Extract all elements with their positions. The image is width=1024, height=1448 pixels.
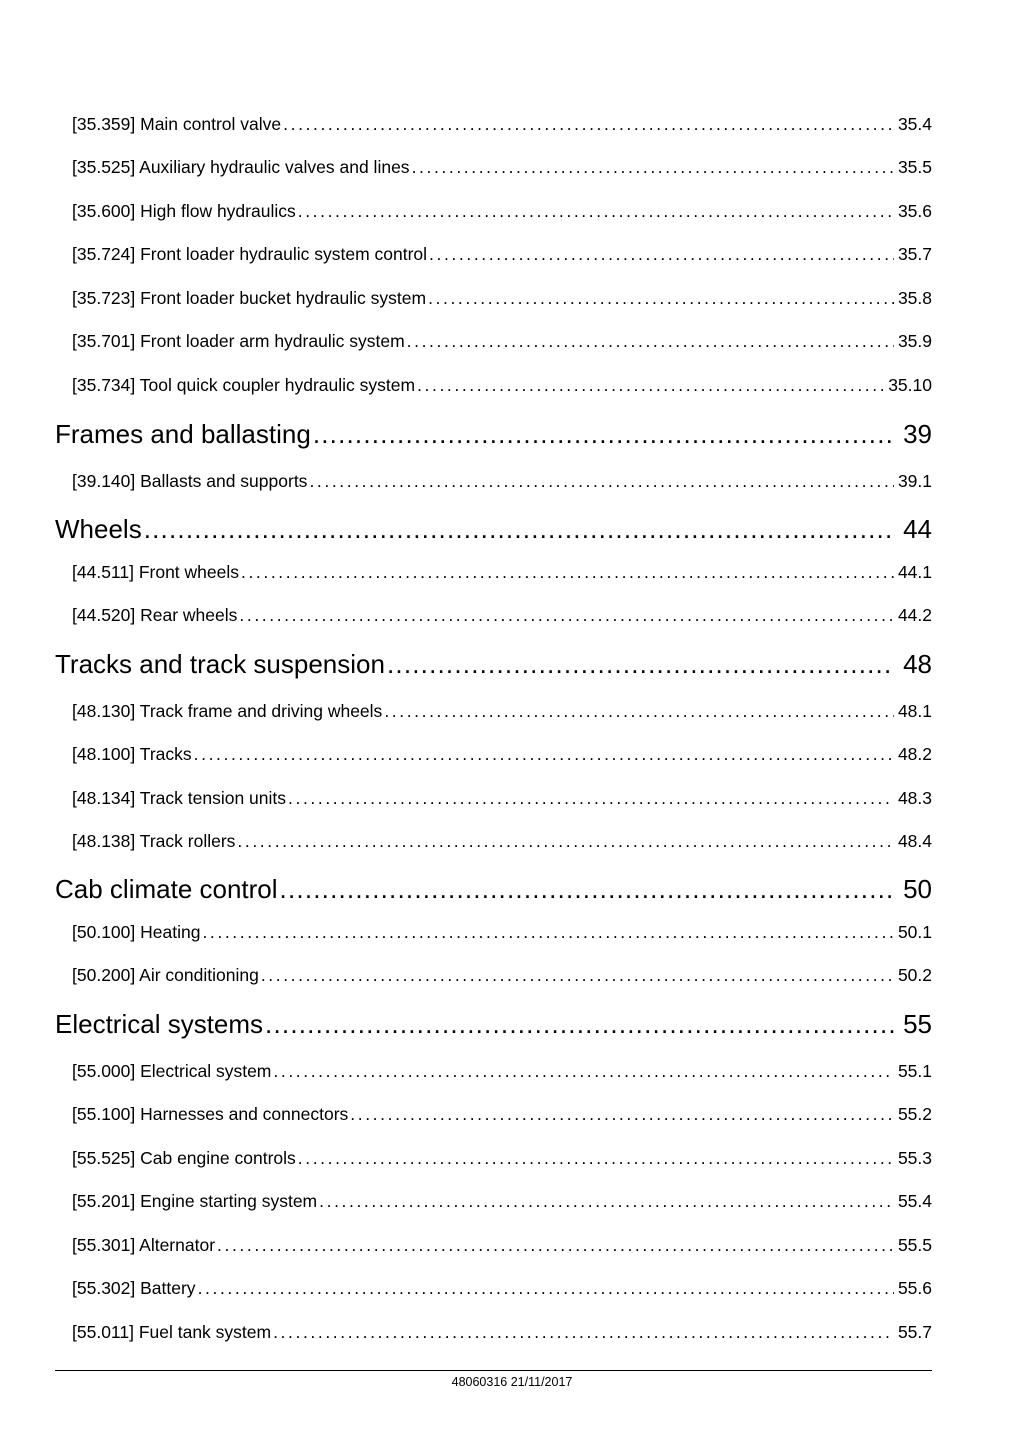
toc-entry-label: [48.130] Track frame and driving wheels (72, 701, 383, 721)
toc-section-page: 55 (903, 1009, 932, 1039)
toc-section-wheels[interactable] (55, 513, 932, 545)
toc-entry-page: 35.7 (897, 244, 932, 264)
toc-entry-label: [55.201] Engine starting system (72, 1191, 318, 1211)
toc-entry-page: 55.7 (897, 1322, 932, 1342)
toc-entry-44-520[interactable] (72, 604, 932, 626)
toc-section-tracks-and-track-suspension[interactable] (55, 648, 932, 680)
toc-entry-label: [48.138] Track rollers (72, 831, 236, 851)
toc-entry-55-201[interactable] (72, 1190, 932, 1212)
toc-entry-page: 48.3 (897, 788, 932, 808)
toc-entry-label: [35.525] Auxiliary hydraulic valves and lines (72, 157, 410, 177)
toc-entry-35-734[interactable] (72, 374, 932, 396)
leader-dots (202, 921, 894, 943)
toc-section-page: 50 (903, 874, 932, 904)
toc-entry-page: 55.3 (897, 1148, 932, 1168)
leader-dots (280, 873, 894, 905)
toc-entry-35-724[interactable] (72, 243, 932, 265)
toc-entry-55-011[interactable] (72, 1321, 932, 1343)
leader-dots (273, 1321, 894, 1343)
leader-dots (288, 787, 894, 809)
toc-entry-page: 35.8 (897, 288, 932, 308)
leader-dots (319, 1190, 894, 1212)
leader-dots (428, 287, 894, 309)
toc-entry-55-302[interactable] (72, 1277, 932, 1299)
toc-section-label: Electrical systems (55, 1009, 264, 1039)
toc-entry-48-138[interactable] (72, 830, 932, 852)
toc-entry-label: [35.600] High flow hydraulics (72, 201, 296, 221)
toc-entry-55-525[interactable] (72, 1147, 932, 1169)
toc-entry-39-140[interactable] (72, 470, 932, 492)
toc-entry-page: 35.4 (897, 114, 932, 134)
toc-entry-label: [50.200] Air conditioning (72, 965, 259, 985)
leader-dots (407, 330, 894, 352)
toc-section-label: Cab climate control (55, 874, 278, 904)
toc-section-cab-climate-control[interactable] (55, 873, 932, 905)
toc-entry-label: [55.011] Fuel tank system (72, 1322, 272, 1342)
toc-entry-label: [39.140] Ballasts and supports (72, 471, 308, 491)
toc-entry-page: 48.4 (897, 831, 932, 851)
leader-dots (198, 1277, 894, 1299)
toc-entry-label: [55.302] Battery (72, 1278, 196, 1298)
toc-entry-label: [55.525] Cab engine controls (72, 1148, 296, 1168)
leader-dots (273, 1060, 894, 1082)
toc-entry-page: 50.2 (897, 965, 932, 985)
leader-dots (237, 830, 894, 852)
leader-dots (384, 700, 894, 722)
leader-dots (313, 418, 894, 450)
toc-entry-label: [44.511] Front wheels (72, 562, 239, 582)
leader-dots (429, 243, 894, 265)
leader-dots (350, 1103, 894, 1125)
toc-entry-page: 48.1 (897, 701, 932, 721)
toc-entry-page: 35.10 (888, 375, 932, 395)
toc-entry-label: [35.734] Tool quick coupler hydraulic system (72, 375, 416, 395)
leader-dots (265, 1008, 894, 1040)
toc-entry-label: [35.723] Front loader bucket hydraulic system (72, 288, 427, 308)
toc-entry-label: [35.701] Front loader arm hydraulic system (72, 331, 405, 351)
leader-dots (239, 604, 894, 626)
leader-dots (298, 200, 894, 222)
toc-entry-label: [55.100] Harnesses and connectors (72, 1104, 349, 1124)
toc-entry-label: [55.301] Alternator (72, 1235, 216, 1255)
toc-entry-48-130[interactable] (72, 700, 932, 722)
toc-section-frames-and-ballasting[interactable] (55, 418, 932, 450)
toc-section-page: 44 (903, 514, 932, 544)
toc-entry-label: [44.520] Rear wheels (72, 605, 238, 625)
toc-entry-page: 35.9 (897, 331, 932, 351)
toc-entry-35-525[interactable] (72, 156, 932, 178)
toc-entry-35-723[interactable] (72, 287, 932, 309)
toc-entry-48-100[interactable] (72, 743, 932, 765)
leader-dots (217, 1234, 894, 1256)
toc-entry-48-134[interactable] (72, 787, 932, 809)
toc-entry-page: 55.1 (897, 1061, 932, 1081)
toc-entry-page: 35.5 (897, 157, 932, 177)
leader-dots (412, 156, 894, 178)
toc-entry-page: 48.2 (897, 744, 932, 764)
leader-dots (283, 113, 894, 135)
leader-dots (417, 374, 884, 396)
toc-entry-label: [50.100] Heating (72, 922, 201, 942)
toc-section-page: 39 (903, 419, 932, 449)
leader-dots (194, 743, 894, 765)
toc-entry-label: [35.359] Main control valve (72, 114, 282, 134)
toc-section-label: Tracks and track suspension (55, 649, 385, 679)
toc-entry-35-701[interactable] (72, 330, 932, 352)
toc-entry-35-359[interactable] (72, 113, 932, 135)
leader-dots (387, 648, 894, 680)
toc-entry-page: 55.4 (897, 1191, 932, 1211)
toc-section-label: Frames and ballasting (55, 419, 311, 449)
toc-entry-page: 39.1 (897, 471, 932, 491)
toc-section-label: Wheels (55, 514, 142, 544)
toc-entry-page: 55.6 (897, 1278, 932, 1298)
footer-doc-ref: 48060316 21/11/2017 (451, 1375, 573, 1389)
toc-entry-55-000[interactable] (72, 1060, 932, 1082)
toc-entry-page: 55.5 (897, 1235, 932, 1255)
toc-entry-50-100[interactable] (72, 921, 932, 943)
toc-entry-55-100[interactable] (72, 1103, 932, 1125)
toc-entry-label: [55.000] Electrical system (72, 1061, 272, 1081)
toc-section-page: 48 (903, 649, 932, 679)
leader-dots (309, 470, 894, 492)
toc-section-electrical-systems[interactable] (55, 1008, 932, 1040)
leader-dots (241, 561, 894, 583)
footer-divider (55, 1370, 932, 1371)
toc-entry-label: [35.724] Front loader hydraulic system control (72, 244, 428, 264)
toc-entry-page: 44.1 (897, 562, 932, 582)
toc-entry-page: 35.6 (897, 201, 932, 221)
toc-entry-page: 55.2 (897, 1104, 932, 1124)
toc-entry-55-301[interactable] (72, 1234, 932, 1256)
toc-entry-page: 44.2 (897, 605, 932, 625)
toc-entry-label: [48.134] Track tension units (72, 788, 287, 808)
toc-entry-44-511[interactable] (72, 561, 932, 583)
leader-dots (298, 1147, 894, 1169)
toc-entry-35-600[interactable] (72, 200, 932, 222)
leader-dots (261, 964, 894, 986)
toc-entry-50-200[interactable] (72, 964, 932, 986)
toc-entry-label: [48.100] Tracks (72, 744, 192, 764)
leader-dots (144, 513, 894, 545)
toc-entry-page: 50.1 (897, 922, 932, 942)
